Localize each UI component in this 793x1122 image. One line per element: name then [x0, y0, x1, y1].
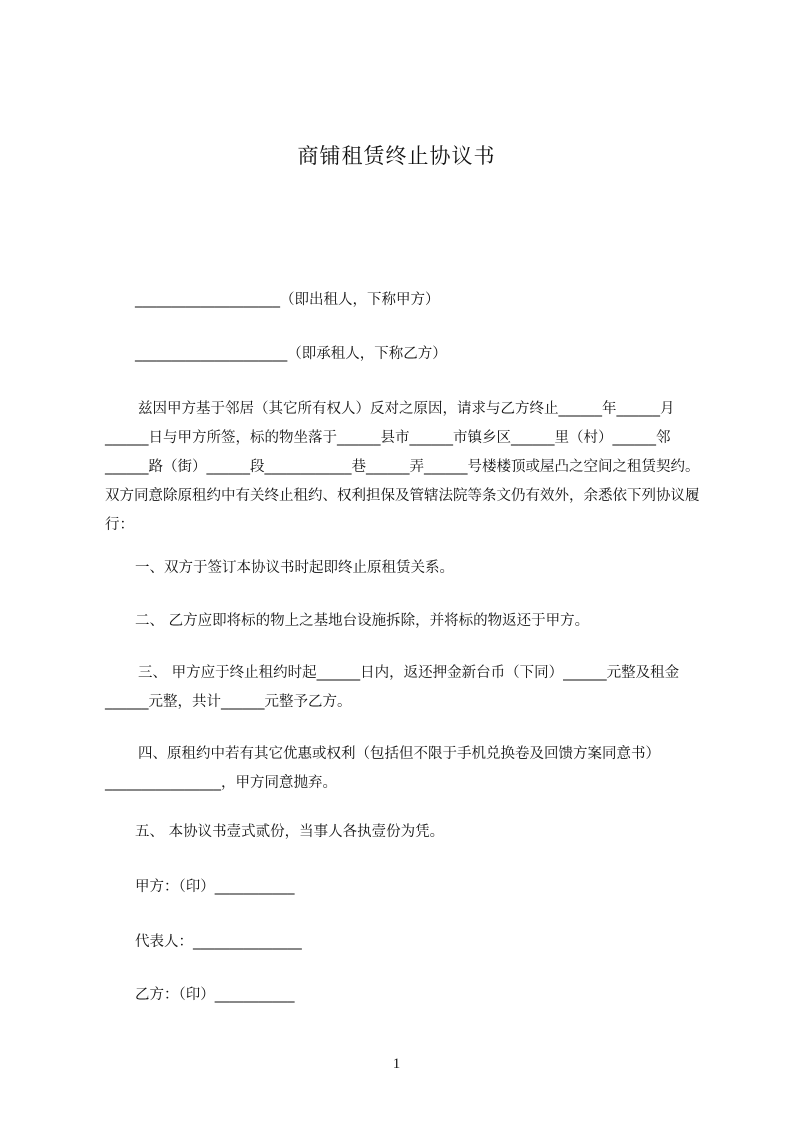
signature-party-b: 乙方：（印）___________ [135, 987, 295, 1003]
clause-3: 三、 甲方应于终止租约时起______日内，返还押金新台币（下同）______元整及租金______元整，共计______元整予乙方。 [105, 665, 680, 710]
party-a-line: ____________________（即出租人，下称甲方） [135, 292, 440, 308]
clause-2: 二、 乙方应即将标的物上之基地台设施拆除，并将标的物返还于甲方。 [135, 613, 590, 629]
clause-4: 四、原租约中若有其它优惠或权利（包括但不限于手机兑换卷及回馈方案同意书）________________，甲方同意抛弃。 [105, 746, 660, 791]
page-number: 1 [392, 1056, 401, 1072]
clause-5: 五、 本协议书壹式贰份，当事人各执壹份为凭。 [135, 824, 445, 840]
intro-paragraph: 兹因甲方基于邻居（其它所有权人）反对之原因，请求与乙方终止______年______月______日与甲方所签，标的物坐落于______县市______市镇乡区______里（村）______邻______路（街）______段____________巷______弄______号楼楼顶或屋凸之空间之租赁契约。双方同意除原租约中有关终止租约、权利担保及管辖法院等条文仍有效外，余悉依下列协议履行： [105, 401, 700, 533]
party-b-line: _____________________（即承租人，下称乙方） [135, 346, 447, 362]
document-title: 商铺租赁终止协议书 [297, 144, 496, 168]
signature-party-a: 甲方：（印）___________ [135, 879, 295, 895]
clause-1: 一、双方于签订本协议书时起即终止原租赁关系。 [135, 560, 454, 576]
signature-representative: 代表人：_______________ [135, 934, 302, 950]
